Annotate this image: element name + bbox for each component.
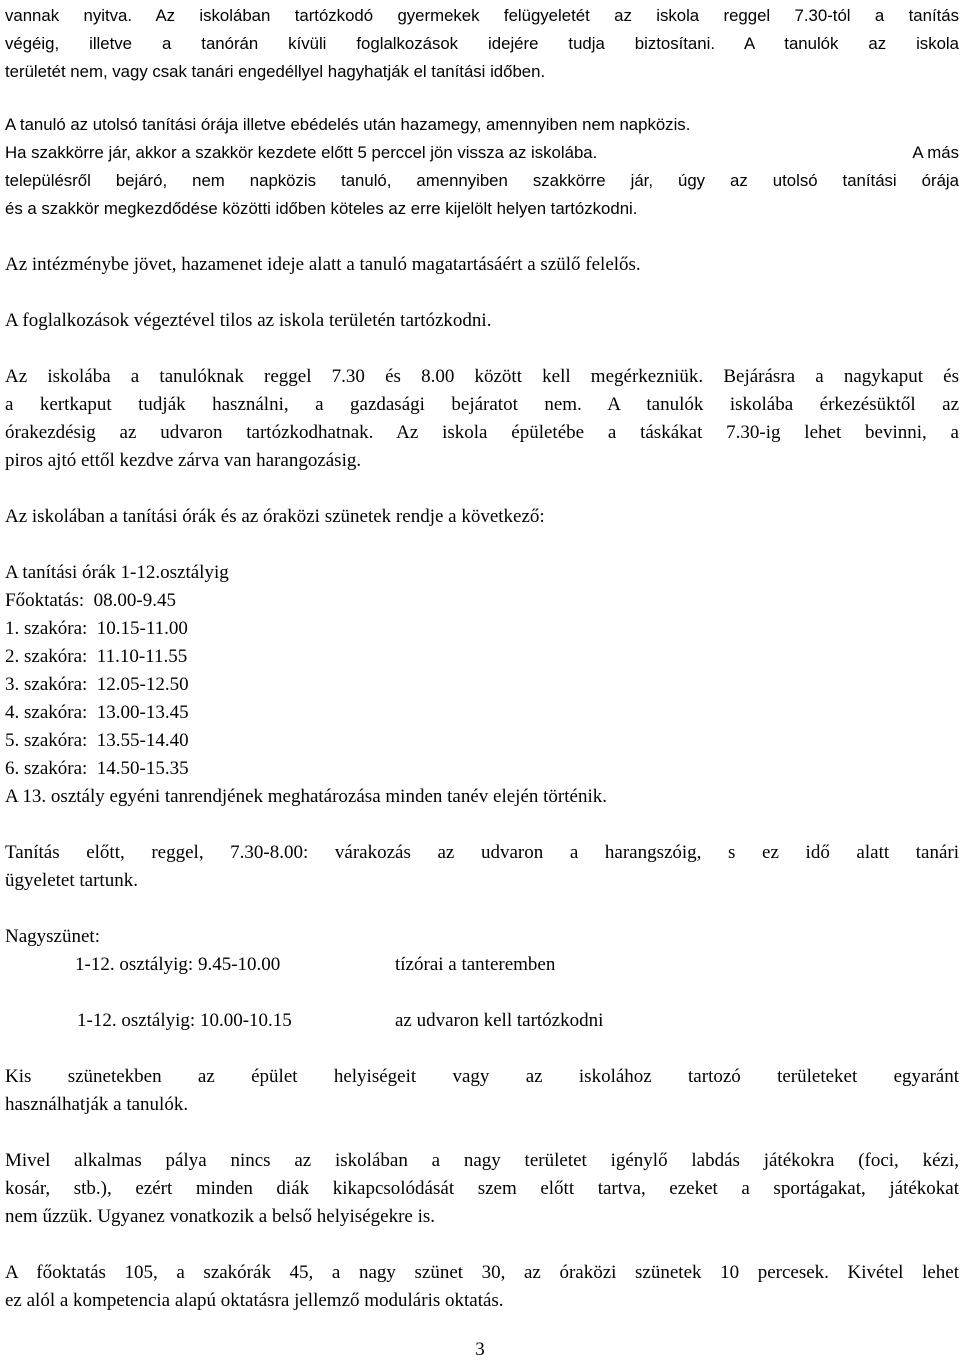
schedule-item: 2. szakóra: 11.10-11.55 — [5, 646, 188, 667]
schedule-item: 5. szakóra: 13.55-14.40 — [5, 730, 189, 751]
paragraph-after-activities — [5, 307, 959, 335]
text-line: ügyeletet tartunk. — [5, 870, 138, 891]
text-fragment: Ha szakkörre jár, akkor a szakkör kezdete előtt 5 perccel jön vissza az iskolába. — [5, 143, 598, 162]
text-line: Tanítás előtt, reggel, 7.30-8.00: várakozás az udvaron a harangszóig, s ez idő alatt tanári — [5, 842, 959, 863]
break-description: az udvaron kell tartózkodni — [395, 1010, 604, 1031]
text-line: nem űzzük. Ugyanez vonatkozik a belső helyiségekre is. — [5, 1206, 435, 1227]
text-line: A foglalkozások végeztével tilos az iskola területén tartózkodni. — [5, 310, 492, 331]
text-line: Mivel alkalmas pálya nincs az iskolában a nagy területet igénylő labdás játékokra (foci, kézi, — [5, 1150, 959, 1171]
break-title: Nagyszünet: — [5, 926, 100, 947]
text-line: Az iskolában a tanítási órák és az óraközi szünetek rendje a következő: — [5, 506, 545, 527]
schedule-item: 4. szakóra: 13.00-13.45 — [5, 702, 189, 723]
text-line: használhatják a tanulók. — [5, 1094, 189, 1115]
text-line: ez alól a kompetencia alapú oktatásra jellemző moduláris oktatás. — [5, 1290, 504, 1311]
break-schedule — [5, 923, 959, 1033]
text-line: kosár, stb.), ezért minden diák kikapcsolódását szem előtt tartva, ezeket a sportágakat, játékokat — [5, 1178, 959, 1199]
text-line: területét nem, vagy csak tanári engedéllyel hagyhatják el tanítási időben. — [5, 62, 546, 81]
paragraph-morning-supervision — [5, 839, 959, 895]
text-line: településről bejáró, nem napközis tanuló, amennyiben szakkörre jár, úgy az utolsó tanítási órája — [5, 171, 959, 190]
paragraph-arrival — [5, 363, 959, 475]
text-line: vannak nyitva. Az iskolában tartózkodó gyermekek felügyeletét az iskola reggel 7.30-tól a tanítás — [5, 6, 959, 25]
schedule-item: 3. szakóra: 12.05-12.50 — [5, 674, 189, 695]
text-line — [5, 139, 959, 167]
paragraph-ball-games — [5, 1147, 959, 1231]
schedule-item: Főoktatás: 08.00-9.45 — [5, 590, 176, 611]
text-line: órakezdésig az udvaron tartózkodhatnak. Az iskola épületébe a táskákat 7.30-ig lehet bevinni, a — [5, 422, 959, 443]
text-line: A tanuló az utolsó tanítási órája illetve ebédelés után hazamegy, amennyiben nem napközis. — [5, 115, 691, 134]
paragraph-parent-responsibility — [5, 251, 959, 279]
paragraph-leaving-school — [5, 111, 959, 223]
schedule-list — [5, 559, 959, 811]
paragraph-short-breaks — [5, 1063, 959, 1119]
schedule-item: 6. szakóra: 14.50-15.35 — [5, 758, 189, 779]
text-fragment: A más — [912, 143, 959, 162]
text-line: végéig, illetve a tanórán kívüli foglalkozások idejére tudja biztosítani. A tanulók az iskola — [5, 34, 959, 53]
page-number: 3 — [475, 1339, 485, 1360]
paragraph-schedule-intro — [5, 503, 959, 531]
text-line: és a szakkör megkezdődése közötti időben köteles az erre kijelölt helyen tartózkodni. — [5, 199, 638, 218]
text-line: A főoktatás 105, a szakórák 45, a nagy szünet 30, az óraközi szünetek 10 percesek. Kivétel lehet — [5, 1262, 959, 1283]
paragraph-lesson-lengths — [5, 1259, 959, 1315]
text-line: Az intézménybe jövet, hazamenet ideje alatt a tanuló magatartásáért a szülő felelős. — [5, 254, 641, 275]
break-description: tízórai a tanteremben — [395, 954, 556, 975]
schedule-item: 1. szakóra: 10.15-11.00 — [5, 618, 188, 639]
break-time: 1-12. osztályig: 10.00-10.15 — [77, 1010, 292, 1031]
text-line: a kertkaput tudják használni, a gazdasági bejáratot nem. A tanulók iskolába érkezésüktől az — [5, 394, 959, 415]
schedule-item: A tanítási órák 1-12.osztályig — [5, 562, 229, 583]
text-line: Az iskolába a tanulóknak reggel 7.30 és 8.00 között kell megérkezniük. Bejárásra a nagykaput és — [5, 366, 959, 387]
paragraph-opening-hours — [5, 2, 959, 86]
break-time: 1-12. osztályig: 9.45-10.00 — [75, 954, 281, 975]
text-line: Kis szünetekben az épület helyiségeit vagy az iskolához tartozó területeket egyaránt — [5, 1066, 959, 1087]
text-line: piros ajtó ettől kezdve zárva van harangozásig. — [5, 450, 362, 471]
schedule-item: A 13. osztály egyéni tanrendjének meghatározása minden tanév elején történik. — [5, 786, 607, 807]
